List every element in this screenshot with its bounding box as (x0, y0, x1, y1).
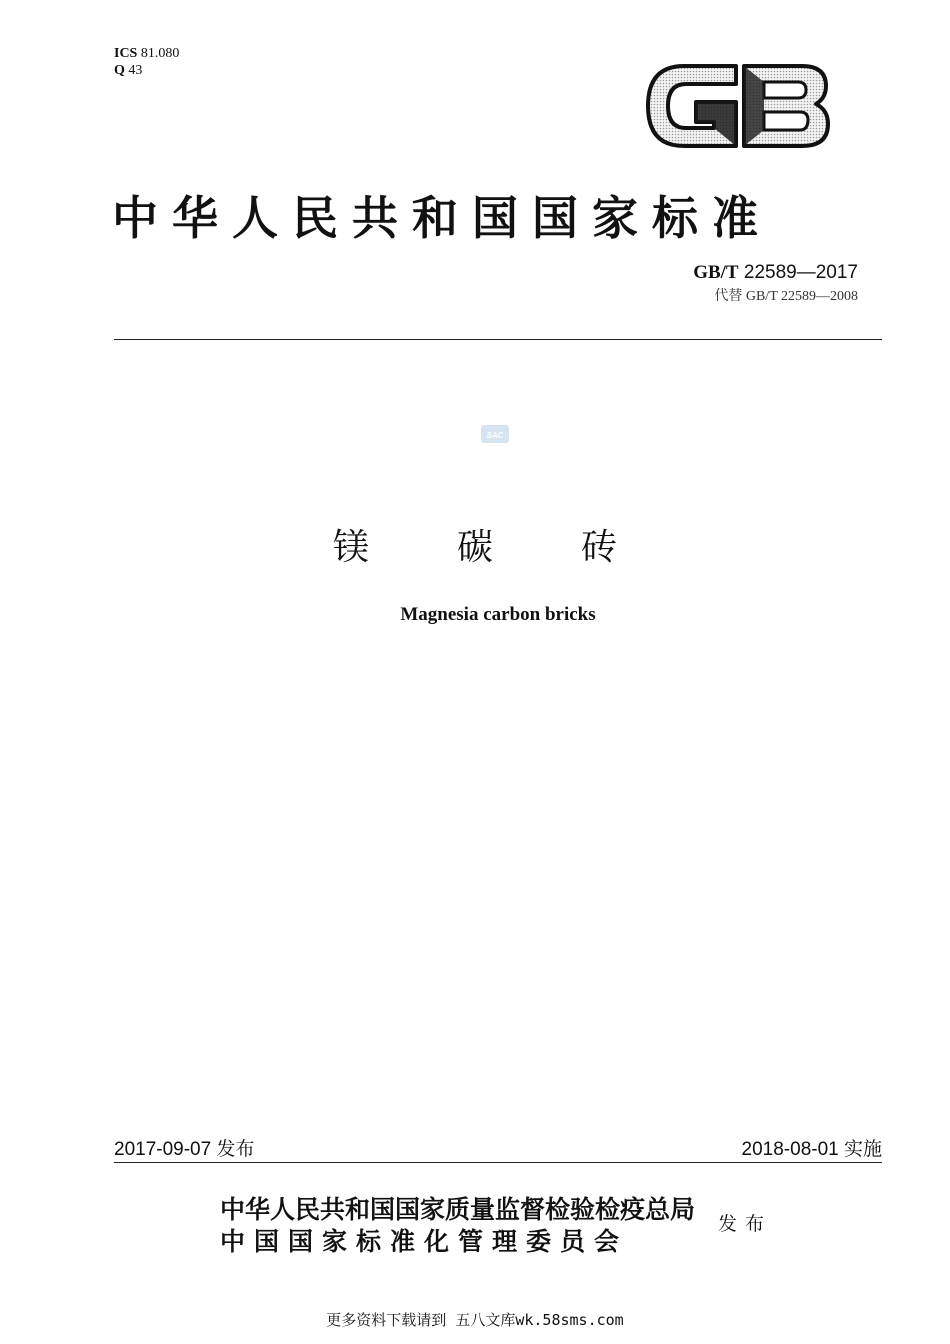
ics-label: ICS (114, 46, 138, 61)
chinese-title (0, 519, 950, 570)
standard-prefix: GB/T (693, 262, 739, 283)
title-char-3: 砖 (581, 527, 618, 568)
standard-code: 22589—2017 (743, 262, 858, 283)
gb-logo (644, 58, 832, 154)
replaces-note: 代替 GB/T 22589—2008 (714, 289, 858, 304)
sac-text: SAC (486, 431, 504, 440)
ics-code: 81.080 (140, 46, 180, 61)
publisher-line-1: 中华人民共和国国家质量监督检验检疫总局 (220, 1195, 696, 1224)
sac-watermark-icon (480, 423, 510, 445)
publish-label: 发布 (718, 1213, 773, 1235)
top-divider (114, 339, 882, 340)
class-line (114, 62, 179, 79)
class-label: Q (114, 63, 125, 78)
ics-line (114, 45, 179, 62)
standard-number (693, 262, 858, 284)
publisher-line-2: 中国国家标准化管理委员会 (220, 1227, 629, 1256)
standard-number-block (693, 262, 858, 305)
ics-block (114, 45, 179, 79)
implementation-date: 2018-08-01 实施 (741, 1139, 882, 1160)
title-char-1: 镁 (332, 527, 369, 568)
footer-download-note: 更多资料下载请到 五八文库wk.58sms.com (326, 1311, 624, 1329)
english-title: Magnesia carbon bricks (400, 604, 596, 625)
national-standard-heading: 中华人民共和国国家标准 (112, 191, 772, 245)
issue-date: 2017-09-07 发布 (114, 1139, 255, 1160)
class-code: 43 (128, 63, 143, 78)
bottom-divider (114, 1162, 882, 1163)
title-char-2: 碳 (456, 527, 493, 568)
